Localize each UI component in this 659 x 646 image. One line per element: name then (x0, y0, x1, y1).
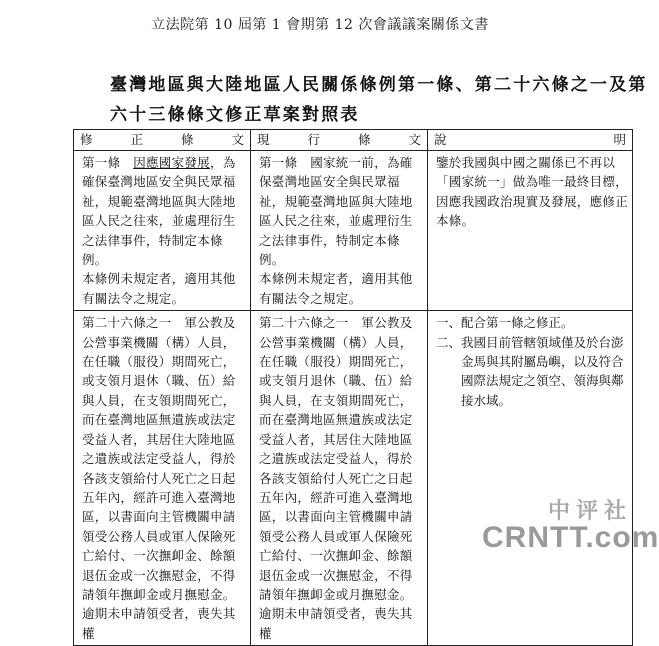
current-text-cell (251, 311, 428, 646)
header-char: 文 (408, 132, 421, 147)
header-char: 文 (231, 132, 244, 147)
article-1-explanation: 鑒於我國與中國之關係已不再以「國家統一」做為唯一最終目標，因應我國政治現實及發展，應修正本條。 (436, 155, 629, 229)
header-char: 明 (613, 132, 626, 147)
watermark-chinese: 中评社 (547, 498, 632, 523)
header-char: 正 (130, 132, 143, 147)
item-text: 配合第一條之修正。 (461, 315, 574, 331)
current-text-cell (251, 151, 428, 311)
header-char: 修 (80, 132, 93, 147)
crntt-watermark (482, 494, 659, 555)
table-row-article-1 (74, 151, 633, 311)
header-char: 條 (357, 132, 371, 147)
amended-article-26-1-text: 第二十六條之一 軍公教及公營事業機關（構）人員，在任職（服役）期間死亡，或支領月退休（職、伍）給與人員，在支領期間死亡，而在臺灣地區無遺族或法定受益人者，其居住大陸地區之遺族或法定受益人，得於各該支領給付人死亡之日起五年內，經許可進入臺灣地區，以書面向主管機關申請領受公務人員或軍人保險死亡給付、一次撫卹金、餘額退伍金或一次撫慰金，不得請領年撫卹金或月撫慰金。逾期未申請領受者，喪失其權 (82, 315, 236, 641)
current-article-1-text: 第一條 國家統一前，為確保臺灣地區安全與民眾福祉，規範臺灣地區與大陸地區人民之往來，並處理衍生之法律事件，特制定本條例。 本條例未規定者，適用其他有關法令之規定。 (259, 155, 413, 306)
underlined-amendment: 因應國家發展 (133, 155, 211, 170)
document-title-line-2: 六十三條條文修正草案對照表 (110, 105, 360, 125)
header-char: 現 (257, 132, 270, 147)
article-label: 第一條 (82, 155, 134, 170)
header-char: 說 (434, 132, 447, 147)
amended-text-cell (74, 311, 251, 646)
comparison-table (73, 129, 659, 646)
notes-cell (428, 151, 633, 311)
amended-text-rest: ，為確保臺灣地區安全與民眾福祉，規範臺灣地區與大陸地區人民之往來，並處理衍生之法律事件，特制定本條例。 本條例未規定者，適用其他有關法令之規定。 (82, 155, 236, 306)
page-header: 立法院第 10 屆第 1 會期第 12 次會議議案關係文書 (151, 17, 489, 33)
document-title-line-1: 臺灣地區與大陸地區人民關係條例第一條、第二十六條之一及第 (110, 75, 648, 95)
table-header-row (74, 130, 633, 151)
explanation-item (436, 313, 630, 332)
item-text: 我國目前管轄領域僅及於台澎金馬與其附屬島嶼，以及符合國際法規定之領空、領海與鄰接水域。 (461, 334, 624, 408)
amended-article-1-text (82, 153, 248, 308)
header-amended-text (74, 130, 251, 151)
item-number: 一、 (436, 315, 462, 331)
header-notes (428, 130, 633, 151)
item-number: 二、 (436, 334, 462, 350)
header-current-text (251, 130, 428, 151)
notes-cell (428, 311, 659, 646)
explanation-item (436, 333, 630, 411)
header-char: 行 (307, 132, 320, 147)
current-article-26-1-text: 第二十六條之一 軍公教及公營事業機關（構）人員，在任職（服役）期間死亡，或支領月退休（職、伍）給與人員，在支領期間死亡，而在臺灣地區無遺族或法定受益人者，其居住大陸地區之遺族或法定受益人，得於各該支領給付人死亡之日起五年內，經許可進入臺灣地區，以書面向主管機關申請領受公務人員或軍人保險死亡給付、一次撫卹金、餘額退伍金或一次撫慰金，不得請領年撫卹金或月撫慰金。逾期未申請領受者，喪失其權 (259, 315, 413, 641)
watermark-latin: CRNTT.com (482, 521, 659, 554)
amended-text-cell (74, 151, 251, 311)
table-row-article-26-1 (74, 311, 633, 646)
header-char: 條 (180, 132, 194, 147)
